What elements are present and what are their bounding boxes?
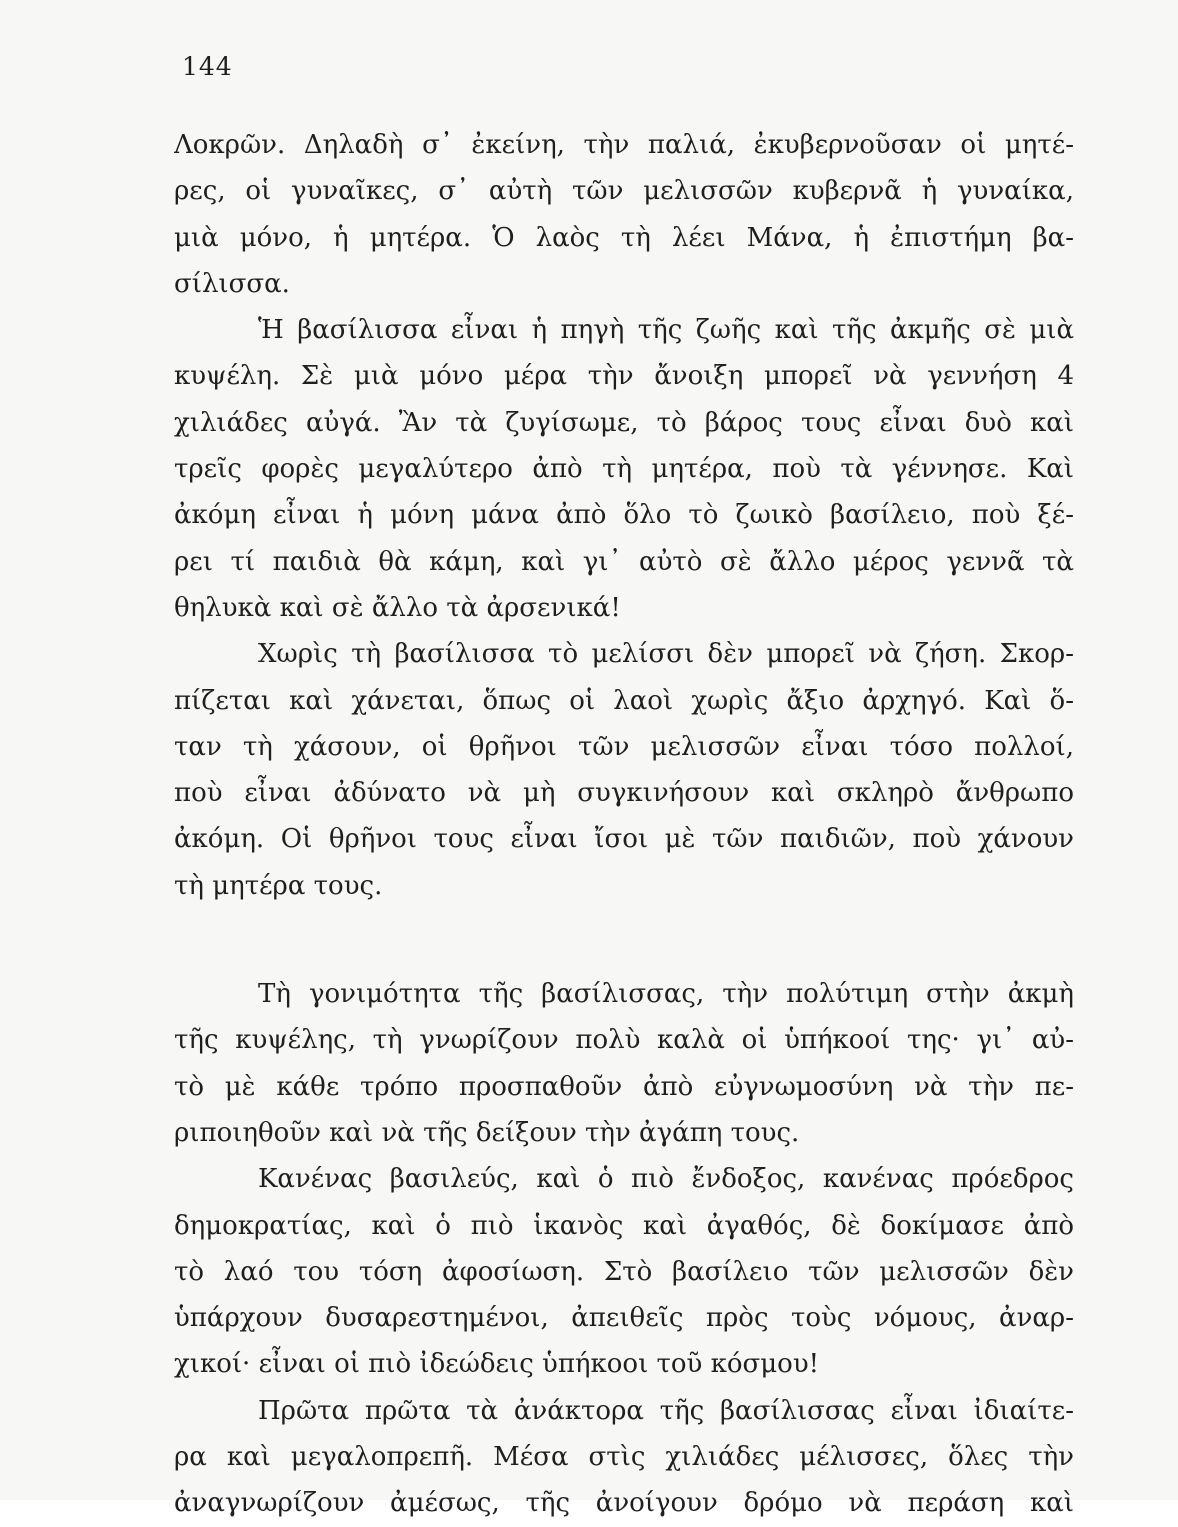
text-line: Λοκρῶν. Δηλαδὴ σ᾽ ἐκείνη, τὴν παλιά, ἐκυβερνοῦσαν οἱ μητέ- [174, 130, 1074, 160]
text-line: χικοί· εἶναι οἱ πιὸ ἰδεώδεις ὑπήκοοι τοῦ κόσμου! [174, 1349, 820, 1380]
text-line: Χωρὶς τὴ βασίλισσα τὸ μελίσσι δὲν μπορεῖ νὰ ζήση. Σκορ- [258, 639, 1074, 670]
text-line: τὴ μητέρα τους. [174, 870, 383, 901]
text-line: ρες, οἱ γυναῖκες, σ᾽ αὐτὴ τῶν μελισσῶν κυβερνᾶ ἡ γυναίκα, [174, 176, 1074, 207]
text-line: Τὴ γονιμότητα τῆς βασίλισσας, τὴν πολύτιμη στὴν ἀκμὴ [258, 979, 1074, 1010]
page-number: 144 [182, 52, 233, 81]
text-line: ἀκόμη εἶναι ἡ μόνη μάνα ἀπὸ ὅλο τὸ ζωικὸ βασίλειο, ποὺ ξέ- [174, 500, 1074, 531]
text-line: τὸ μὲ κάθε τρόπο προσπαθοῦν ἀπὸ εὐγνωμοσύνη νὰ τὴν πε- [174, 1071, 1074, 1102]
text-line: σίλισσα. [174, 268, 290, 299]
text-line: Κανένας βασιλεύς, καὶ ὁ πιὸ ἔνδοξος, κανένας πρόεδρος [258, 1164, 1074, 1195]
text-line: θηλυκὰ καὶ σὲ ἄλλο τὰ ἀρσενικά! [174, 592, 621, 623]
text-block [174, 122, 1074, 1527]
text-line: ρει τί παιδιὰ θὰ κάμη, καὶ γι᾽ αὐτὸ σὲ ἄλλο μέρος γεννᾶ τὰ [174, 546, 1074, 577]
text-line: τὸ λαό του τόση ἀφοσίωση. Στὸ βασίλειο τῶν μελισσῶν δὲν [174, 1256, 1074, 1287]
text-line: ἀναγνωρίζουν ἀμέσως, τῆς ἀνοίγουν δρόμο νὰ περάση καὶ [174, 1488, 1074, 1519]
text-line: δημοκρατίας, καὶ ὁ πιὸ ἱκανὸς καὶ ἀγαθός, δὲ δοκίμασε ἀπὸ [174, 1210, 1074, 1241]
text-line: πίζεται καὶ χάνεται, ὅπως οἱ λαοὶ χωρὶς ἄξιο ἀρχηγό. Καὶ ὅ- [174, 685, 1074, 716]
text-line: τρεῖς φορὲς μεγαλύτερο ἀπὸ τὴ μητέρα, ποὺ τὰ γέννησε. Καὶ [174, 454, 1074, 485]
text-line: ποὺ εἶναι ἀδύνατο νὰ μὴ συγκινήσουν καὶ σκληρὸ ἄνθρωπο [174, 778, 1074, 809]
text-line: κυψέλη. Σὲ μιὰ μόνο μέρα τὴν ἄνοιξη μπορεῖ νὰ γεννήση 4 [174, 361, 1074, 392]
text-line: μιὰ μόνο, ἡ μητέρα. Ὁ λαὸς τὴ λέει Μάνα, ἡ ἐπιστήμη βα- [174, 222, 1074, 253]
text-line: χιλιάδες αὐγά. Ἂν τὰ ζυγίσωμε, τὸ βάρος τους εἶναι δυὸ καὶ [174, 407, 1074, 438]
text-line: ρα καὶ μεγαλοπρεπῆ. Μέσα στὶς χιλιάδες μέλισσες, ὅλες τὴν [174, 1442, 1074, 1473]
text-line: ἀκόμη. Οἱ θρῆνοι τους εἶναι ἴσοι μὲ τῶν παιδιῶν, ποὺ χάνουν [174, 824, 1074, 855]
text-line: Πρῶτα πρῶτα τὰ ἀνάκτορα τῆς βασίλισσας εἶναι ἰδιαίτε- [258, 1395, 1074, 1426]
text-line: τῆς κυψέλης, τὴ γνωρίζουν πολὺ καλὰ οἱ ὑπήκοοί της· γι᾽ αὐ- [174, 1025, 1074, 1056]
section-break [174, 909, 1074, 971]
text-line: Ἡ βασίλισσα εἶναι ἡ πηγὴ τῆς ζωῆς καὶ τῆς ἀκμῆς σὲ μιὰ [258, 315, 1074, 346]
text-line: ταν τὴ χάσουν, οἱ θρῆνοι τῶν μελισσῶν εἶναι τόσο πολλοί, [174, 731, 1074, 762]
text-line: ὑπάρχουν δυσαρεστημένοι, ἀπειθεῖς πρὸς τοὺς νόμους, ἀναρ- [174, 1303, 1074, 1334]
text-line: ριποιηθοῦν καὶ νὰ τῆς δείξουν τὴν ἀγάπη τους. [174, 1117, 800, 1148]
